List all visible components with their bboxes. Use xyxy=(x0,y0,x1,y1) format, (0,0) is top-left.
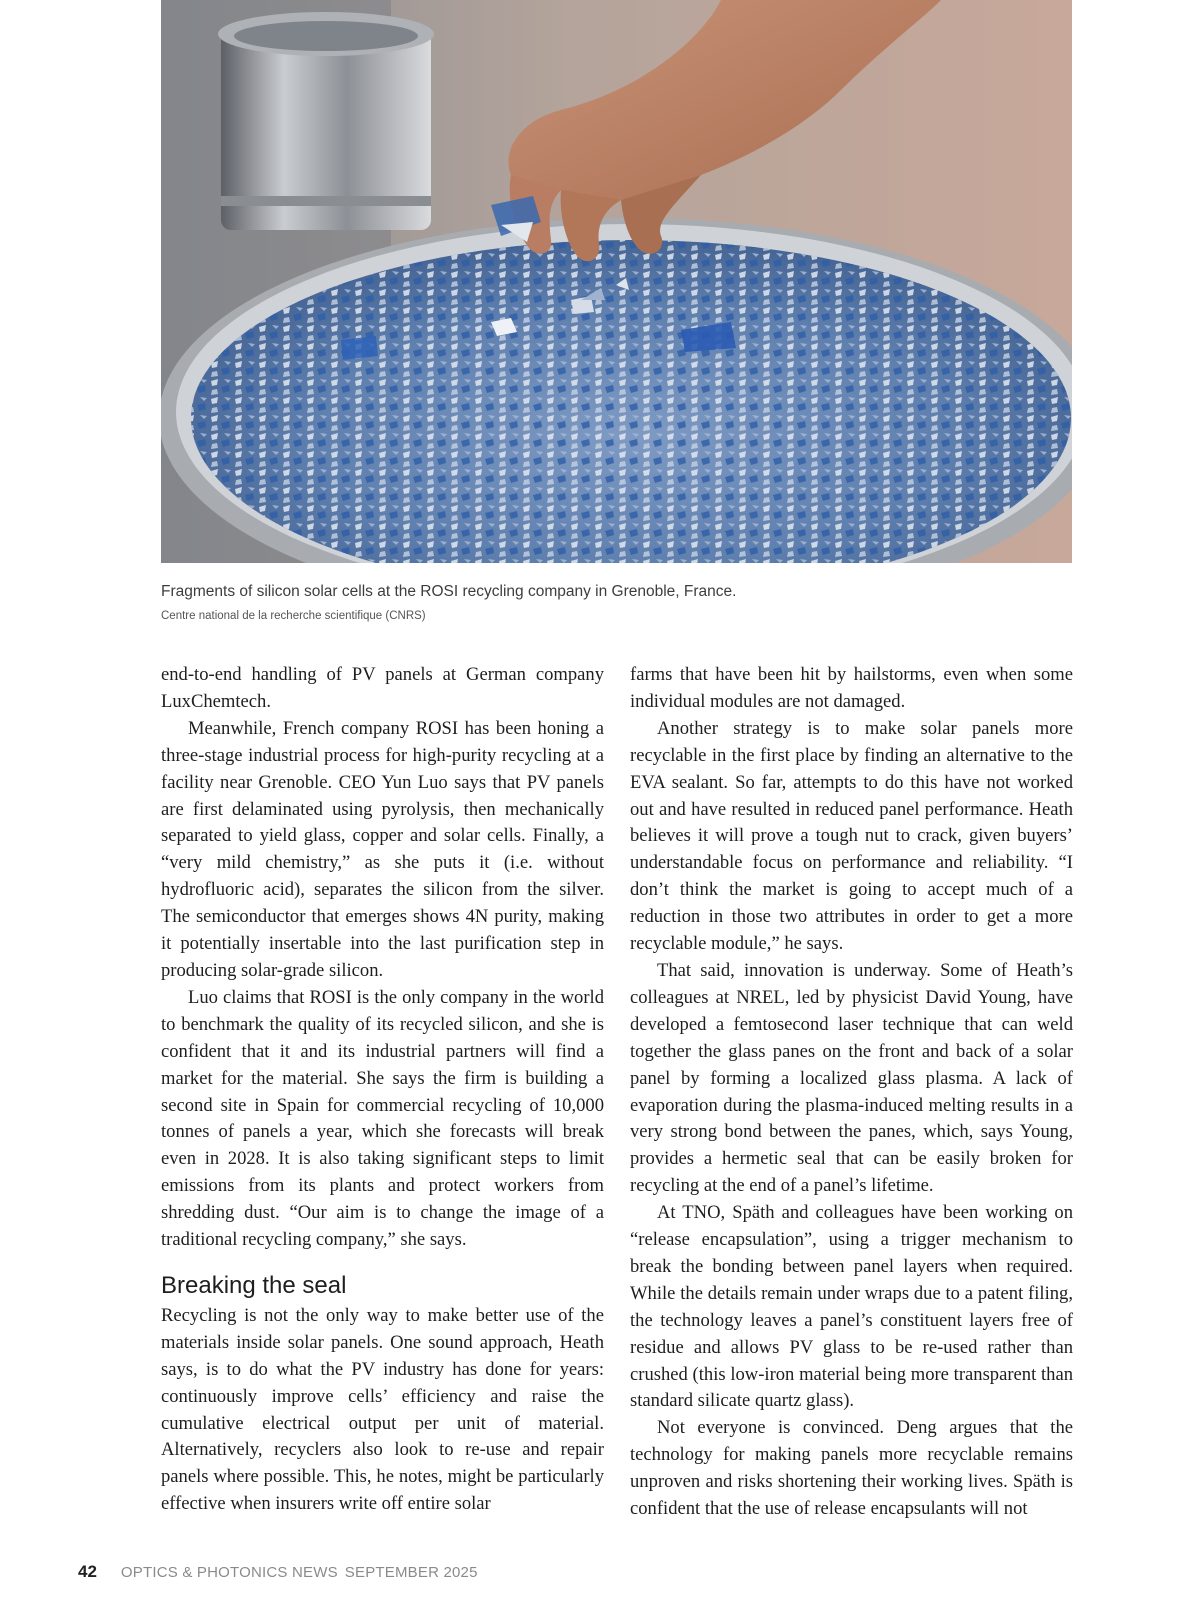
page-footer xyxy=(78,1562,478,1586)
paragraph: Recycling is not the only way to make better use of the materials inside solar panels. One sound approach, Heath says, is to do what the PV industry has done for years: continuously improve cells’ efficiency and raise the cumulative electrical output per unit of material. Alternatively, recyclers also look to re-use and repair panels where possible. This, he notes, might be particularly effective when insurers write off entire solar xyxy=(161,1304,604,1515)
article-column-right xyxy=(630,662,1073,1523)
figure-credit: Centre national de la recherche scientifique (CNRS) xyxy=(161,610,426,622)
magazine-name: OPTICS & PHOTONICS NEWS xyxy=(120,1564,338,1581)
figure-caption: Fragments of silicon solar cells at the ROSI recycling company in Grenoble, France. xyxy=(161,583,737,600)
paragraph: Meanwhile, French company ROSI has been honing a three-stage industrial process for high-purity recycling at a facility near Grenoble. CEO Yun Luo says that PV panels are first delaminated using pyrolysis, then mechanically separated to yield glass, copper and solar cells. Finally, a “very mild chemistry,” as she puts it (i.e. without hydrofluoric acid), separates the silicon from the silver. The semiconductor that emerges shows 4N purity, making it potentially insertable into the last purification step in producing solar-grade silicon. xyxy=(161,717,604,981)
paragraph: Another strategy is to make solar panels more recyclable in the first place by finding an alternative to the EVA sealant. So far, attempts to do this have not worked out and have resulted in reduced panel performance. Heath believes it will prove a tough nut to crack, given buyers’ understandable focus on performance and reliability. “I don’t think the market is going to accept much of a reduction in those two attributes in order to get a more recyclable module,” he says. xyxy=(630,717,1073,955)
article-photo xyxy=(161,0,1072,563)
page-number: 42 xyxy=(78,1562,97,1581)
paragraph: end-to-end handling of PV panels at German company LuxChemtech. xyxy=(161,664,604,712)
paragraph: Luo claims that ROSI is the only company in the world to benchmark the quality of its recycled silicon, and she is confident that it and its industrial partners will find a market for the material. She says the firm is building a second site in Spain for commercial recycling of 10,000 tonnes of panels a year, which she forecasts will break even in 2028. It is also taking significant steps to limit emissions from its plants and protect workers from shredding dust. “Our aim is to change the image of a traditional recycling company,” she says. xyxy=(161,986,604,1251)
paragraph: At TNO, Späth and colleagues have been working on “release encapsulation”, using a trigger mechanism to break the bonding between panel layers when required. While the details remain under wraps due to a patent filing, the technology leaves a panel’s constituent layers free of residue and allows PV glass to be re-used rather than crushed (this low-iron material being more transparent than standard silicate quartz glass). xyxy=(630,1202,1073,1412)
paragraph: farms that have been hit by hailstorms, even when some individual modules are not damaged. xyxy=(630,664,1073,712)
section-heading: Breaking the seal xyxy=(161,1271,347,1299)
article-column-left xyxy=(161,662,604,1518)
paragraph: That said, innovation is underway. Some of Heath’s colleagues at NREL, led by physicist David Young, have developed a femtosecond laser technique that can weld together the glass panes on the front and back of a solar panel by forming a localized glass plasma. A lack of evaporation during the plasma-induced melting results in a very strong bond between the panes, which, says Young, provides a hermetic seal that can be easily broken for recycling at the end of a panel’s lifetime. xyxy=(630,959,1073,1197)
issue-date: SEPTEMBER 2025 xyxy=(344,1564,478,1581)
solar-cell-fragments-image xyxy=(161,0,1072,563)
paragraph: Not everyone is convinced. Deng argues that the technology for making panels more recyclable remains unproven and risks shortening their working lives. Späth is confident that the use of release encapsulants will not xyxy=(630,1417,1073,1520)
